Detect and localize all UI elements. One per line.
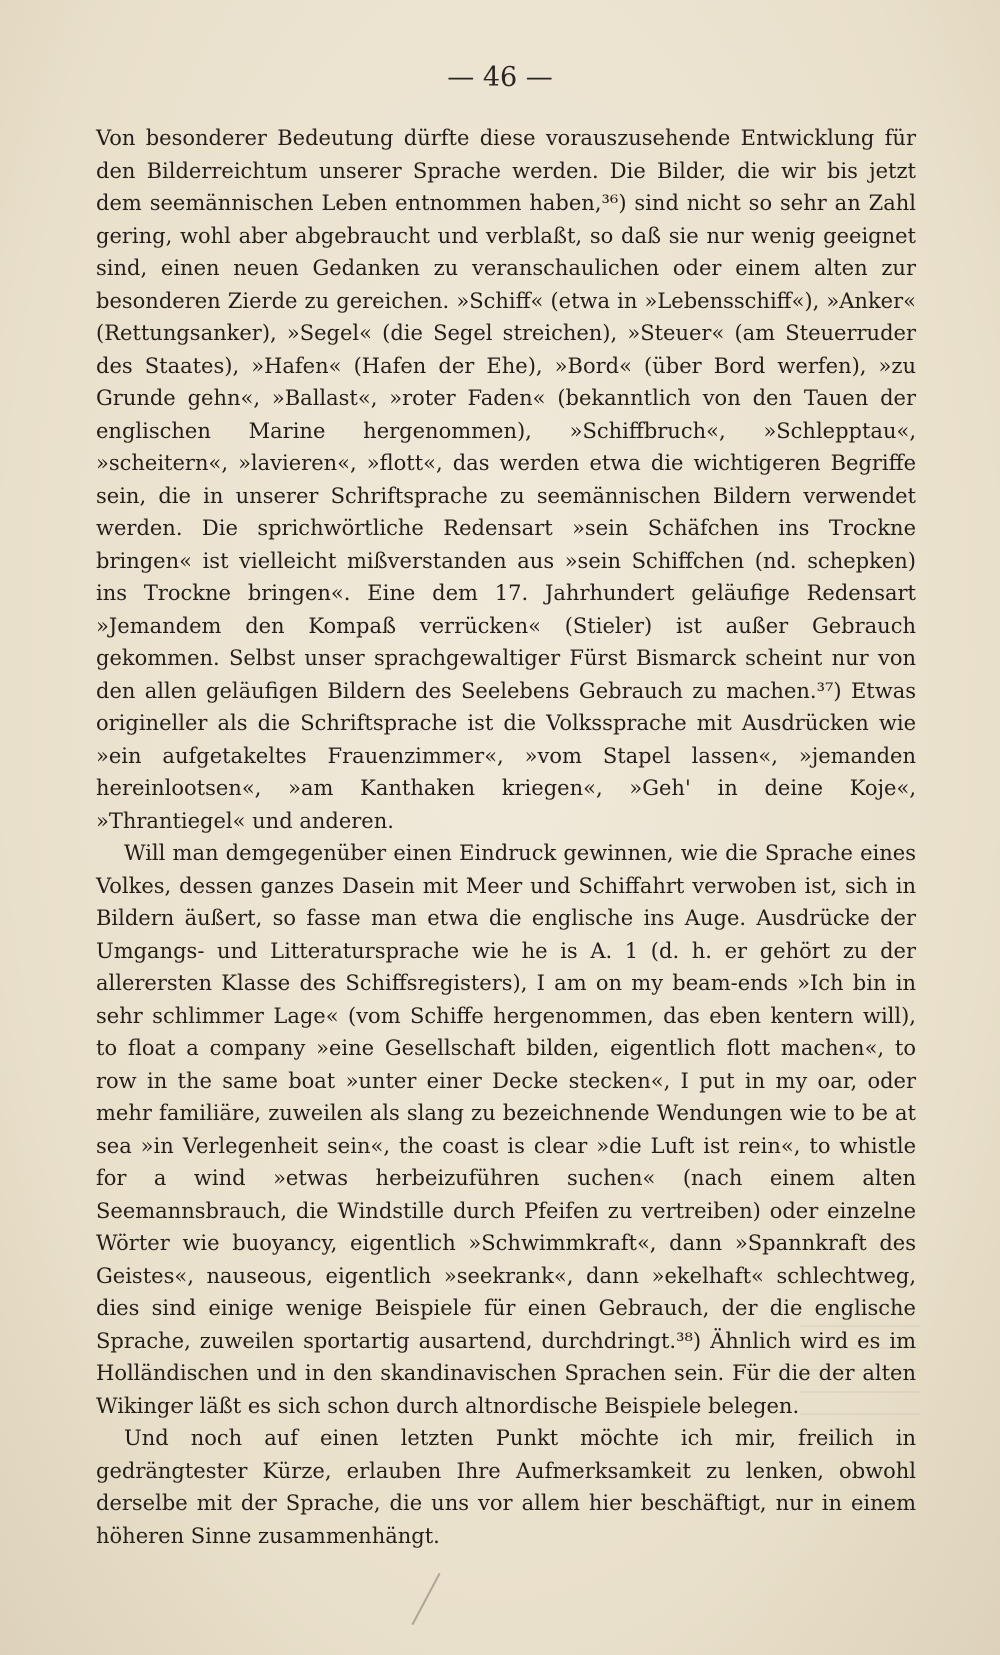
paragraph-2: Will man demgegenüber einen Eindruck gewinnen, wie die Sprache eines Volkes, dessen ganzes Dasein mit Meer und Schiffahrt verwoben ist, sich in Bildern äußert, so fasse man etwa die englische ins Auge. Ausdrücke der Umgangs- und Litteratursprache wie he is A. 1 (d. h. er gehört zu der allerersten Klasse des Schiffsregisters), I am on my beam-ends »Ich bin in sehr schlimmer Lage« (vom Schiffe hergenommen, das eben kentern will), to float a company »eine Gesellschaft bilden, eigentlich flott machen«, to row in the same boat »unter einer Decke stecken«, I put in my oar, oder mehr familiäre, zuweilen als slang zu bezeichnende Wendungen wie to be at sea »in Verlegenheit sein«, the coast is clear »die Luft ist rein«, to whistle for a wind »etwas herbeizuführen suchen« (nach einem alten Seemannsbrauch, die Windstille durch Pfeifen zu vertreiben) oder einzelne Wörter wie buoyancy, eigentlich »Schwimmkraft«, dann »Spannkraft des Geistes«, nauseous, eigentlich »seekrank«, dann »ekelhaft« schlechtweg, dies sind einige wenige Beispiele für einen Gebrauch, der die englische Sprache, zuweilen sportartig ausartend, durchdringt.³⁸) Ähnlich wird es im Holländischen und in den skandinavischen Sprachen sein. Für die der alten Wikinger läßt es sich schon durch altnordische Beispiele belegen.	[96, 841, 916, 1418]
paragraph-3: Und noch auf einen letzten Punkt möchte ich mir, freilich in gedrängtester Kürze, erlauben Ihre Aufmerksamkeit zu lenken, obwohl derselbe mit der Sprache, die uns vor allem hier beschäftigt, nur in einem höheren Sinne zusammenhängt.	[96, 1426, 916, 1548]
paragraph-1: Von besonderer Bedeutung dürfte diese vorauszusehende Entwicklung für den Bilderreichtum unserer Sprache werden. Die Bilder, die wir bis jetzt dem seemännischen Leben entnommen haben,³⁶) sind nicht so sehr an Zahl gering, wohl aber abgebraucht und verblaßt, so daß sie nur wenig geeignet sind, einen neuen Gedanken zu veranschaulichen oder einem alten zur besonderen Zierde zu gereichen. »Schiff« (etwa in »Lebensschiff«), »Anker« (Rettungsanker), »Segel« (die Segel streichen), »Steuer« (am Steuerruder des Staates), »Hafen« (Hafen der Ehe), »Bord« (über Bord werfen), »zu Grunde gehn«, »Ballast«, »roter Faden« (bekanntlich von den Tauen der englischen Marine hergenommen), »Schiffbruch«, »Schlepptau«, »scheitern«, »lavieren«, »flott«, das werden etwa die wichtigeren Begriffe sein, die in unserer Schriftsprache zu seemännischen Bildern verwendet werden. Die sprichwörtliche Redensart »sein Schäfchen ins Trockne bringen« ist vielleicht mißverstanden aus »sein Schiffchen (nd. schepken) ins Trockne bringen«. Eine dem 17. Jahrhundert geläufige Redensart »Jemandem den Kompaß verrücken« (Stieler) ist außer Gebrauch gekommen. Selbst unser sprachgewaltiger Fürst Bismarck scheint nur von den allen geläufigen Bildern des Seelebens Gebrauch zu machen.³⁷) Etwas origineller als die Schriftsprache ist die Volkssprache mit Ausdrücken wie »ein aufgetakeltes Frauenzimmer«, »vom Stapel lassen«, »jemanden hereinlootsen«, »am Kanthaken kriegen«, »Geh' in deine Koje«, »Thrantiegel« und anderen.	[96, 126, 916, 833]
body-text	[96, 122, 916, 1552]
pencil-mark	[412, 1573, 441, 1625]
page-number: — 46 —	[447, 62, 553, 93]
show-through-marks	[800, 1325, 920, 1415]
